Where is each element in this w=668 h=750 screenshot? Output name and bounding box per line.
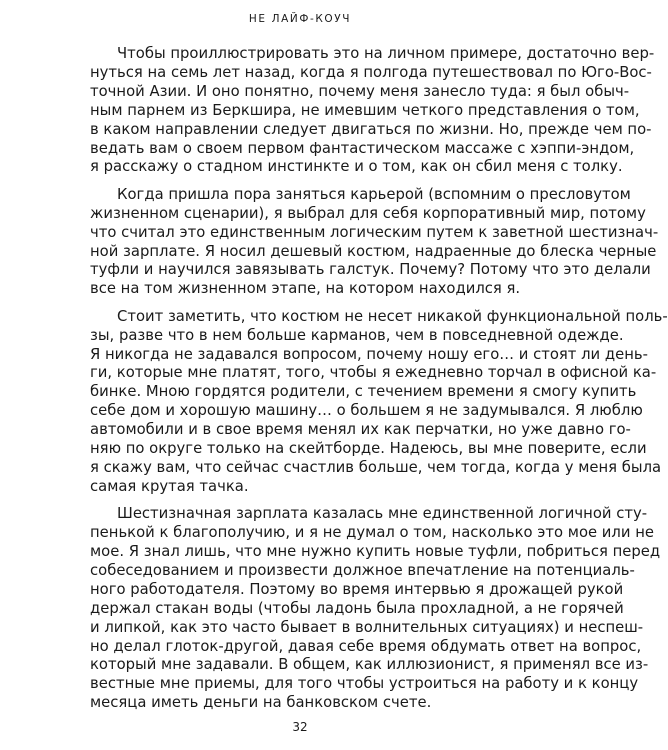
text-line: ной зарплате. Я носил дешевый костюм, надраенные до блеска черные (90, 242, 657, 260)
text-line: няю по округе только на скейтборде. Надеюсь, вы мне поверите, если (90, 440, 647, 457)
text-line: месяца иметь деньги на банковском счете. (90, 694, 432, 712)
text-line: Шестизначная зарплата казалась мне единственной логичной сту- (117, 505, 648, 523)
text-line: мое. Я знал лишь, что мне нужно купить новые туфли, побриться перед (90, 543, 661, 560)
text-line: жизненном сценарии), я выбрал для себя корпоративный мир, потому (90, 204, 646, 222)
text-line: зы, разве что в нем больше карманов, чем в повседневной одежде. (90, 326, 624, 344)
text-line: все на том жизненном этапе, на котором находился я. (90, 280, 521, 298)
text-line: я скажу вам, что сейчас счастлив больше, чем тогда, когда у меня была (90, 458, 662, 476)
text-line: Я никогда не задавался вопросом, почему ношу его… и стоят ли день- (90, 345, 648, 363)
text-line: автомобили и в свое время менял их как перчатки, но уже давно го- (90, 421, 631, 439)
text-line: что считал это единственным логическим путем к заветной шестизнач- (90, 223, 659, 241)
text-line: собеседованием и произвести должное впечатление на потенциаль- (90, 561, 635, 579)
text-line: Чтобы проиллюстрировать это на личном примере, достаточно вер- (117, 45, 655, 62)
text-line: туфли и научился завязывать галстук. Почему? Потому что это делали (90, 261, 651, 279)
text-line: пенькой к благополучию, и я не думал о том, насколько это мое или не (90, 524, 654, 542)
text-line: ным парнем из Беркшира, не имевшим четкого представления о том, (90, 101, 640, 119)
text-line: который мне задавали. В общем, как иллюзионист, я применял все из- (90, 656, 649, 674)
text-line: самая крутая тачка. (90, 477, 249, 495)
text-line: я расскажу о стадном инстинкте и о том, как он сбил меня с толку. (90, 158, 623, 176)
text-line: ного работодателя. Поэтому во время интервью я дрожащей рукой (90, 580, 624, 598)
text-line: и липкой, как это часто бывает в волнительных ситуациях) и неспеш- (90, 618, 644, 636)
text-line: но делал глоток-другой, давая себе время обдумать ответ на вопрос, (90, 637, 642, 655)
text-line: точной Азии. И оно понятно, почему меня занесло туда: я был обыч- (90, 82, 630, 100)
running-header: НЕ ЛАЙФ-КОУЧ (248, 13, 352, 25)
text-line: Когда пришла пора заняться карьерой (вспомним о пресловутом (117, 185, 631, 203)
page-number: 32 (292, 720, 308, 734)
text-line: Стоит заметить, что костюм не несет никакой функциональной поль- (117, 307, 668, 325)
text-line: себе дом и хорошую машину… о большем я не задумывался. Я люблю (90, 402, 643, 420)
text-line: держал стакан воды (чтобы ладонь была прохладной, а не горячей (90, 599, 624, 617)
text-line: ги, которые мне платят, того, чтобы я ежедневно торчал в офисной ка- (90, 364, 657, 382)
text-line: ведать вам о своем первом фантастическом массаже с хэппи-эндом, (90, 139, 635, 157)
text-line: бинке. Мною гордятся родители, с течением времени я смогу купить (90, 383, 637, 401)
text-line: нуться на семь лет назад, когда я полгода путешествовал по Юго-Вос- (90, 63, 652, 81)
text-line: вестные мне приемы, для того чтобы устроиться на работу и к концу (90, 675, 639, 693)
text-line: в каком направлении следует двигаться по жизни. Но, прежде чем по- (90, 120, 652, 138)
